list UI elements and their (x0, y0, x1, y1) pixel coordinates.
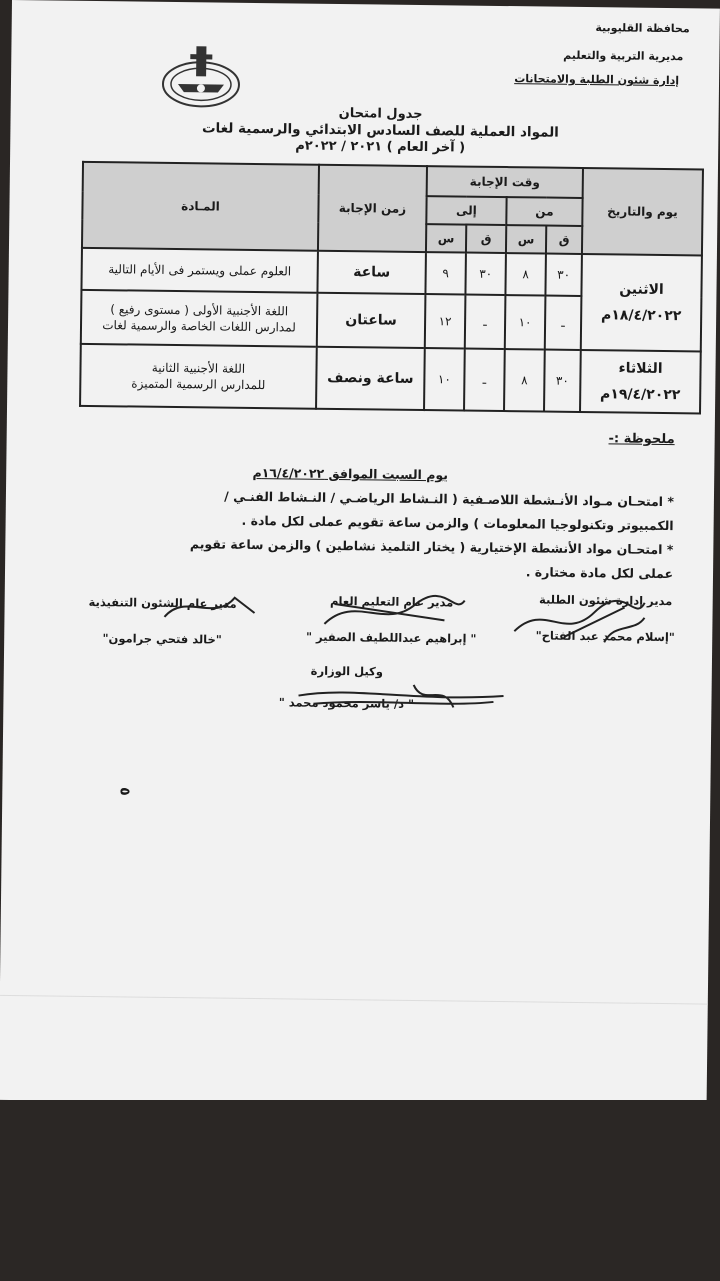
from-hours: ٨ (504, 349, 545, 411)
signature-title: مدير عام التعليم العام (329, 593, 454, 610)
handwritten-signature-4 (293, 675, 513, 718)
handwritten-signature-3 (154, 587, 264, 628)
header-to-hours: س (426, 224, 466, 252)
header-from: من (506, 197, 582, 226)
paper-fold (0, 995, 708, 1005)
monday-cell (581, 254, 702, 351)
handwritten-signature-2 (304, 589, 475, 641)
header-from-minutes: ق (546, 226, 582, 254)
note-2-line2: عملى لكل مادة مختارة . (525, 564, 674, 582)
from-minutes: ـ (545, 296, 582, 350)
subject: العلوم عملى ويستمر فى الأيام التالية (81, 248, 317, 293)
to-minutes: ـ (465, 295, 506, 349)
note-2-line1: * امتحـان مواد الأنشطة الإختيارية ( يختار التلميذ نشاطين ) والزمن ساعة تقويم (189, 536, 674, 558)
from-hours: ١٠ (505, 295, 546, 349)
subject-line1: اللغة الأجنبية الأولى ( مستوى رفيع ) (110, 302, 289, 319)
to-minutes: ـ (464, 349, 505, 411)
day-name: الاثنين (619, 281, 664, 298)
tuesday-cell (580, 350, 701, 413)
ministry-logo (156, 42, 247, 111)
signature-title: وكيل الوزارة (310, 663, 384, 679)
table-row (80, 344, 701, 414)
from-hours: ٨ (505, 253, 546, 295)
day-name: الثلاثاء (618, 360, 663, 377)
signature-name: "خالد فتحي جرامون" (102, 631, 222, 647)
handwritten-signature-1 (504, 591, 655, 653)
subject-line2: لمدارس اللغات الخاصة والرسمية لغات (102, 318, 296, 335)
signature-name: " إبراهيم عبداللطيف الصفير " (305, 629, 477, 646)
background-surface (0, 1100, 720, 1281)
from-minutes: ٣٠ (545, 254, 582, 296)
header-subject: المـادة (82, 162, 319, 251)
duration: ساعة ونصف (316, 347, 425, 410)
header-directorate: مديرية التربية والتعليم (563, 48, 684, 64)
header-governorate: محافظة القليوبية (595, 21, 690, 36)
margin-mark: ٥ (116, 787, 133, 796)
notes-day-line: يوم السبت الموافق ١٦/٤/٢٠٢٢م (252, 464, 449, 483)
signature-name: "إسلام محمد عبد الفتاح" (535, 628, 675, 645)
note-1-line1: * امتحـان مـواد الأنـشطة اللاصـفية ( النـشاط الرياضـي / النـشاط الفنـي / (224, 488, 675, 510)
table-row (81, 248, 701, 298)
note-1-line2: الكمبيوتر وتكنولوجيا المعلومات ) والزمن ساعة تقويم عملى لكل مادة . (241, 512, 674, 534)
header-duration: زمن الإجابة (318, 165, 427, 252)
header-day-date: يوم والتاريخ (582, 168, 703, 255)
header-to: إلى (426, 196, 506, 225)
duration: ساعة (317, 251, 426, 294)
header-answer-time: وقت الإجابة (427, 166, 583, 198)
subject (80, 344, 317, 409)
duration: ساعتان (317, 293, 426, 348)
signature-name: " د/ ياسر محمود محمد " (278, 695, 415, 711)
to-hours: ١٢ (425, 294, 466, 348)
header-department: إدارة شئون الطلبة والامتحانات (514, 72, 680, 88)
header-from-hours: س (506, 225, 546, 253)
signature-title: مدير عام الشئون التنفيذية (88, 594, 237, 611)
signature-title: مدير إدارة شئون الطلبة (538, 592, 673, 609)
to-minutes: ٣٠ (465, 253, 506, 295)
to-hours: ١٠ (424, 348, 465, 410)
day-date: ١٩/٤/٢٠٢٢م (599, 386, 681, 404)
notes-heading: ملحوظة :- (608, 431, 675, 448)
from-minutes: ٣٠ (544, 350, 581, 412)
exam-schedule-table (79, 161, 704, 415)
day-date: ١٨/٤/٢٠٢٢م (600, 307, 682, 325)
title-line3: ( آخر العام ) ٢٠٢١ / ٢٠٢٢م (295, 138, 466, 156)
subject-line1: اللغة الأجنبية الثانية (151, 360, 246, 376)
subject (81, 290, 318, 347)
header-to-minutes: ق (466, 225, 506, 253)
to-hours: ٩ (425, 252, 466, 294)
title-line2: المواد العملية للصف السادس الابتدائي والرسمية لغات (201, 120, 559, 141)
title-line1: جدول امتحان (338, 105, 423, 123)
subject-line2: للمدارس الرسمية المتميزة (131, 376, 266, 393)
